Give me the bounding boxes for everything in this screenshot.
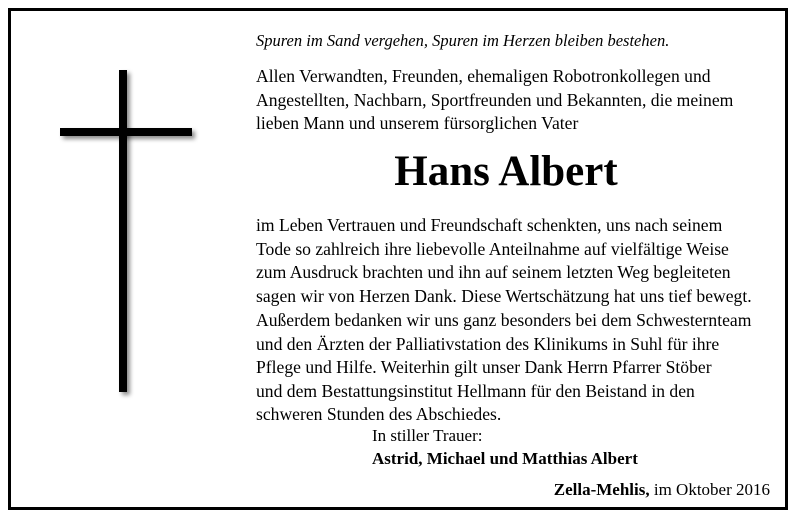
thanks-paragraph-1 bbox=[256, 65, 733, 136]
place-and-date bbox=[554, 479, 770, 501]
text-line: zum Ausdruck brachten und ihn auf seinem letzten Weg begleiteten bbox=[256, 262, 731, 282]
text-line: Tode so zahlreich ihre liebevolle Anteilnahme auf vielfältige Weise bbox=[256, 238, 729, 259]
text-line: Allen Verwandten, Freunden, ehemaligen Robotronkollegen und bbox=[256, 66, 711, 86]
text-line: im Leben Vertrauen und Freundschaft schenkten, uns nach seinem bbox=[256, 215, 723, 235]
text-line: schweren Stunden des Abschiedes. bbox=[256, 404, 502, 424]
text-line: und den Ärzten der Palliativstation des Klinikums in Suhl für ihre bbox=[256, 333, 720, 354]
text-line: Angestellten, Nachbarn, Sportfreunden und Bekannten, die meinem bbox=[256, 89, 734, 110]
text-line: Pflege und Hilfe. Weiterhin gilt unser Dank Herrn Pfarrer Stöber bbox=[256, 357, 712, 377]
text-line: lieben Mann und unserem fürsorglichen Vater bbox=[256, 113, 579, 133]
thanks-paragraph-3 bbox=[256, 309, 751, 427]
place-name: Zella-Mehlis, bbox=[553, 480, 650, 499]
text-line: und dem Bestattungsinstitut Hellmann für den Beistand in den bbox=[256, 380, 695, 401]
mourner-names: Astrid, Michael und Matthias Albert bbox=[372, 449, 638, 468]
notice-date: im Oktober 2016 bbox=[653, 480, 770, 499]
cross-vertical-beam bbox=[119, 70, 127, 392]
motto: Spuren im Sand vergehen, Spuren im Herzen bleiben bestehen. bbox=[256, 31, 670, 50]
deceased-name: Hans Albert bbox=[394, 148, 618, 195]
mourning-signoff bbox=[372, 424, 638, 470]
text-line: Außerdem bedanken wir uns ganz besonders bei dem Schwesternteam bbox=[256, 310, 752, 330]
mourning-intro: In stiller Trauer: bbox=[372, 426, 483, 445]
text-line: sagen wir von Herzen Dank. Diese Wertschätzung hat uns tief bewegt. bbox=[256, 285, 752, 306]
cross-horizontal-beam bbox=[60, 128, 192, 136]
thanks-paragraph-2 bbox=[256, 214, 752, 308]
